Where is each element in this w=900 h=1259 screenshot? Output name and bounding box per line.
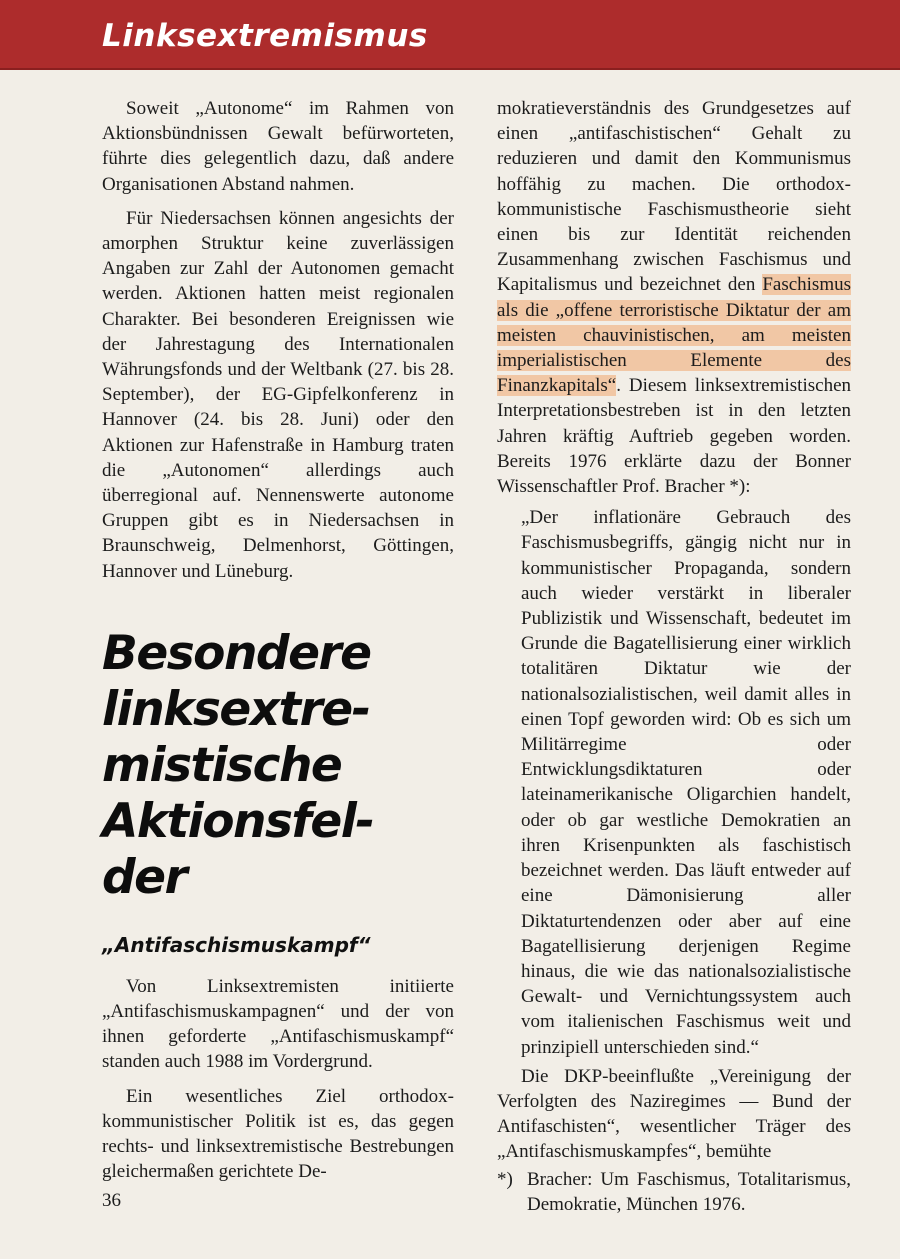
paragraph: Für Niedersachsen können angesichts der amorphen Struktur keine zuverlässigen Angaben zur Zahl der Autonomen gemacht werden. Aktionen hatten meist regionalen Charakter. Bei besonderen Ereignissen wie der Jahrestagung des Internationalen Währungsfonds und der Weltbank (27. bis 28. September), der EG-Gipfelkonferenz in Hannover (24. bis 28. Juni) oder den Aktionen zur Hafenstraße in Hamburg traten die „Autonomen“ allerdings auch überregional auf. Nennenswerte autonome Gruppen gibt es in Niedersachsen in Braunschweig, Delmenhorst, Göttingen, Hannover und Lüneburg. bbox=[102, 207, 454, 582]
page-number: 36 bbox=[102, 1190, 121, 1211]
header-bar bbox=[0, 0, 900, 70]
heading-line: linksextre- bbox=[102, 681, 370, 737]
subheading: „Antifaschismuskampf“ bbox=[102, 932, 371, 957]
footnote-mark: *) bbox=[497, 1168, 513, 1190]
heading-line: Aktionsfel- bbox=[102, 793, 374, 849]
footnote bbox=[497, 1167, 851, 1217]
paragraph: Soweit „Autonome“ im Rahmen von Aktionsbündnissen Gewalt befürworteten, führte dies gelegentlich dazu, daß andere Organisationen Abstand nahmen. bbox=[102, 98, 454, 195]
paragraph-text: mokratieverständnis des Grundgesetzes auf einen „antifaschistischen“ Gehalt zu reduzieren und damit den Kommunismus hoffähig zu machen. Die orthodox-kommunistische Faschismustheorie sieht einen bis zur Identität reichenden Zusammenhang zwischen Faschismus und Kapitalismus und bezeichnet den bbox=[497, 98, 851, 296]
footnote-text: Bracher: Um Faschismus, Totalitarismus, Demokratie, München 1976. bbox=[527, 1168, 851, 1215]
paragraph: Von Linksextremisten initiierte „Antifaschismuskampagnen“ und der von ihnen geforderte „Antifaschismuskampf“ standen auch 1988 im Vordergrund. bbox=[102, 975, 454, 1073]
section-title: Linksextremismus bbox=[102, 18, 428, 54]
paragraph bbox=[497, 96, 851, 499]
block-quote: „Der inflationäre Gebrauch des Faschismusbegriffs, gängig nicht nur in kommunistischer Propaganda, sondern auch wieder verstärkt in liberaler Publizistik und Wissenschaft, bedeutet im Grunde die Bagatellisierung einer wirklich totalitären Diktatur wie der nationalsozialistischen, weil damit alles in einen Topf geworden wird: Ob es sich um Militärregime oder Entwicklungsdiktaturen oder lateinamerikanische Oligarchien handelt, oder ob gar westliche Demokratien an ihren Krisenpunkten als faschistisch bezeichnet werden. Das läuft entweder auf eine Dämonisierung aller Diktaturtendenzen oder aber auf eine Bagatellisierung derjenigen Regime hinaus, die wie das nationalsozialistische Gewalt- und Vernichtungssystem auch vom italienischen Faschismus weit und prinzipiell unterschieden sind.“ bbox=[521, 507, 851, 1058]
main-heading bbox=[102, 626, 454, 906]
highlighted-text: Faschismus als die „offene terroristische Diktatur der am meisten chauvinistischen, am meisten imperialistischen Elemente des Finanzkapitals“ bbox=[497, 274, 851, 397]
right-column bbox=[497, 96, 851, 1217]
left-column bbox=[102, 96, 454, 1184]
heading-line: Besondere bbox=[102, 625, 371, 681]
paragraph: Ein wesentliches Ziel orthodox-kommunistischer Politik ist es, das gegen rechts- und linksextremistische Bestrebungen gleichermaßen gerichtete De- bbox=[102, 1085, 454, 1183]
heading-line: der bbox=[102, 849, 187, 905]
paragraph: Die DKP-beeinflußte „Vereinigung der Verfolgten des Naziregimes — Bund der Antifaschisten“, wesentlicher Träger des „Antifaschismuskampfes“, bemühte bbox=[497, 1065, 851, 1163]
heading-line: mistische bbox=[102, 737, 342, 793]
paragraph-text: . Diesem linksextremistischen Interpretationsbestreben ist in den letzten Jahren kräftig Auftrieb gegeben worden. Bereits 1976 erklärte dazu der Bonner Wissenschaftler Prof. Bracher *): bbox=[497, 375, 851, 498]
